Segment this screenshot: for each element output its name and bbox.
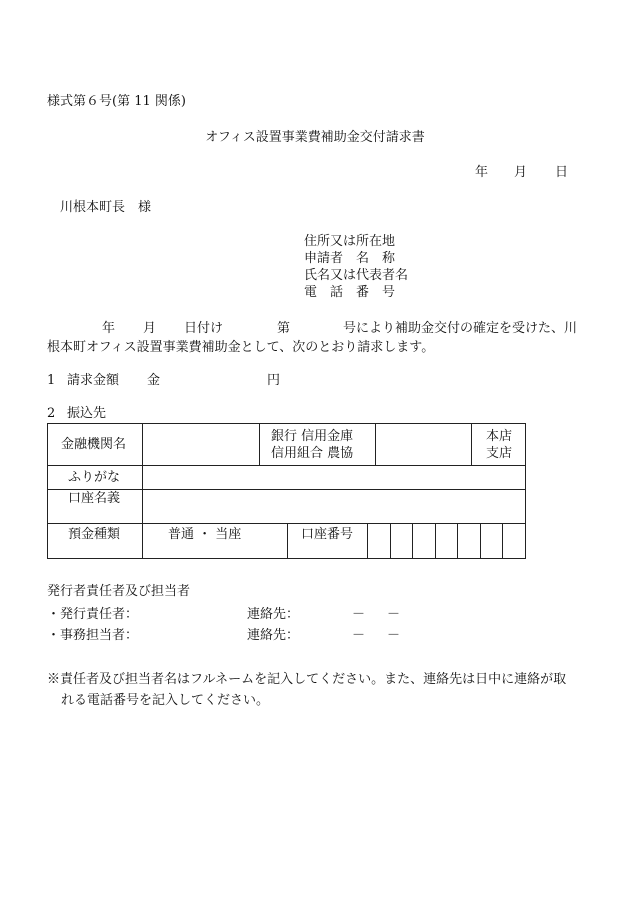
applicant-prefix: 申請者 [304, 251, 344, 266]
applicant-rep-label: 氏名又は代表者名 [304, 268, 409, 283]
branch-main: 本店 [486, 429, 513, 444]
applicant-name-label-1: 名 [356, 251, 370, 266]
phone-dash: － [387, 607, 401, 622]
section1-yen: 円 [267, 373, 281, 388]
phone-char-1: 電 [304, 285, 318, 300]
section1-label: 請求金額 [67, 373, 120, 388]
applicant-name-row [304, 252, 395, 265]
body-dated: 日付け [184, 321, 224, 336]
body-month: 月 [143, 321, 157, 336]
branch-sub: 支店 [486, 446, 513, 461]
section1-number: 1 [47, 373, 56, 388]
form-number: 様式第６号(第 11 関係) [47, 94, 186, 109]
body-rest: 号により補助金交付の確定を受けた、川 [343, 321, 578, 336]
phone-dash: － [352, 607, 366, 622]
applicant-name-label-2: 称 [382, 251, 396, 266]
applicant-address-label: 住所又は所在地 [304, 234, 396, 249]
date-month-label: 月 [514, 165, 528, 180]
responsible-role: ・事務担当者： [47, 628, 139, 643]
bank-table [47, 423, 526, 559]
section1-kin: 金 [147, 373, 161, 388]
furigana-label: ふりがな [68, 470, 121, 485]
institution-label: 金融機関名 [61, 437, 127, 452]
phone-char-2: 話 [330, 285, 344, 300]
body-line-2: 根本町オフィス設置事業費補助金として、次のとおり請求します。 [47, 340, 435, 355]
phone-dash: － [387, 628, 401, 643]
responsible-role: ・発行責任者： [47, 607, 139, 622]
section2-number: 2 [47, 406, 56, 421]
section2-label: 振込先 [67, 406, 107, 421]
addressee-name: 川根本町長 [60, 200, 126, 215]
date-year-label: 年 [475, 165, 489, 180]
responsible-heading: 発行者責任者及び担当者 [47, 584, 191, 599]
note-line-1: ※責任者及び担当者名はフルネームを記入してください。また、連絡先は日中に連絡が取 [47, 672, 567, 687]
responsible-contact-label: 連絡先： [247, 628, 300, 643]
section-claim-amount [47, 373, 281, 388]
page-title: オフィス設置事業費補助金交付請求書 [205, 130, 425, 145]
addressee [60, 201, 151, 214]
institution-type-line-1: 銀行 信用金庫 [271, 429, 354, 444]
account-number-label: 口座番号 [301, 527, 354, 542]
note-line-2: れる電話番号を記入してください。 [61, 693, 270, 708]
deposit-type-label: 預金種類 [68, 527, 121, 542]
body-year: 年 [102, 321, 116, 336]
deposit-options: 普通 ・ 当座 [168, 527, 242, 542]
account-holder-label: 口座名義 [68, 491, 121, 506]
addressee-honorific: 様 [138, 200, 152, 215]
institution-type-line-2: 信用組合 農協 [271, 446, 354, 461]
date-day-label: 日 [555, 165, 569, 180]
body-dai: 第 [277, 321, 291, 336]
phone-dash: － [352, 628, 366, 643]
phone-char-4: 号 [382, 285, 396, 300]
responsible-contact-label: 連絡先： [247, 607, 300, 622]
section-transfer [47, 406, 107, 421]
phone-char-3: 番 [356, 285, 370, 300]
applicant-phone-row [304, 286, 395, 299]
